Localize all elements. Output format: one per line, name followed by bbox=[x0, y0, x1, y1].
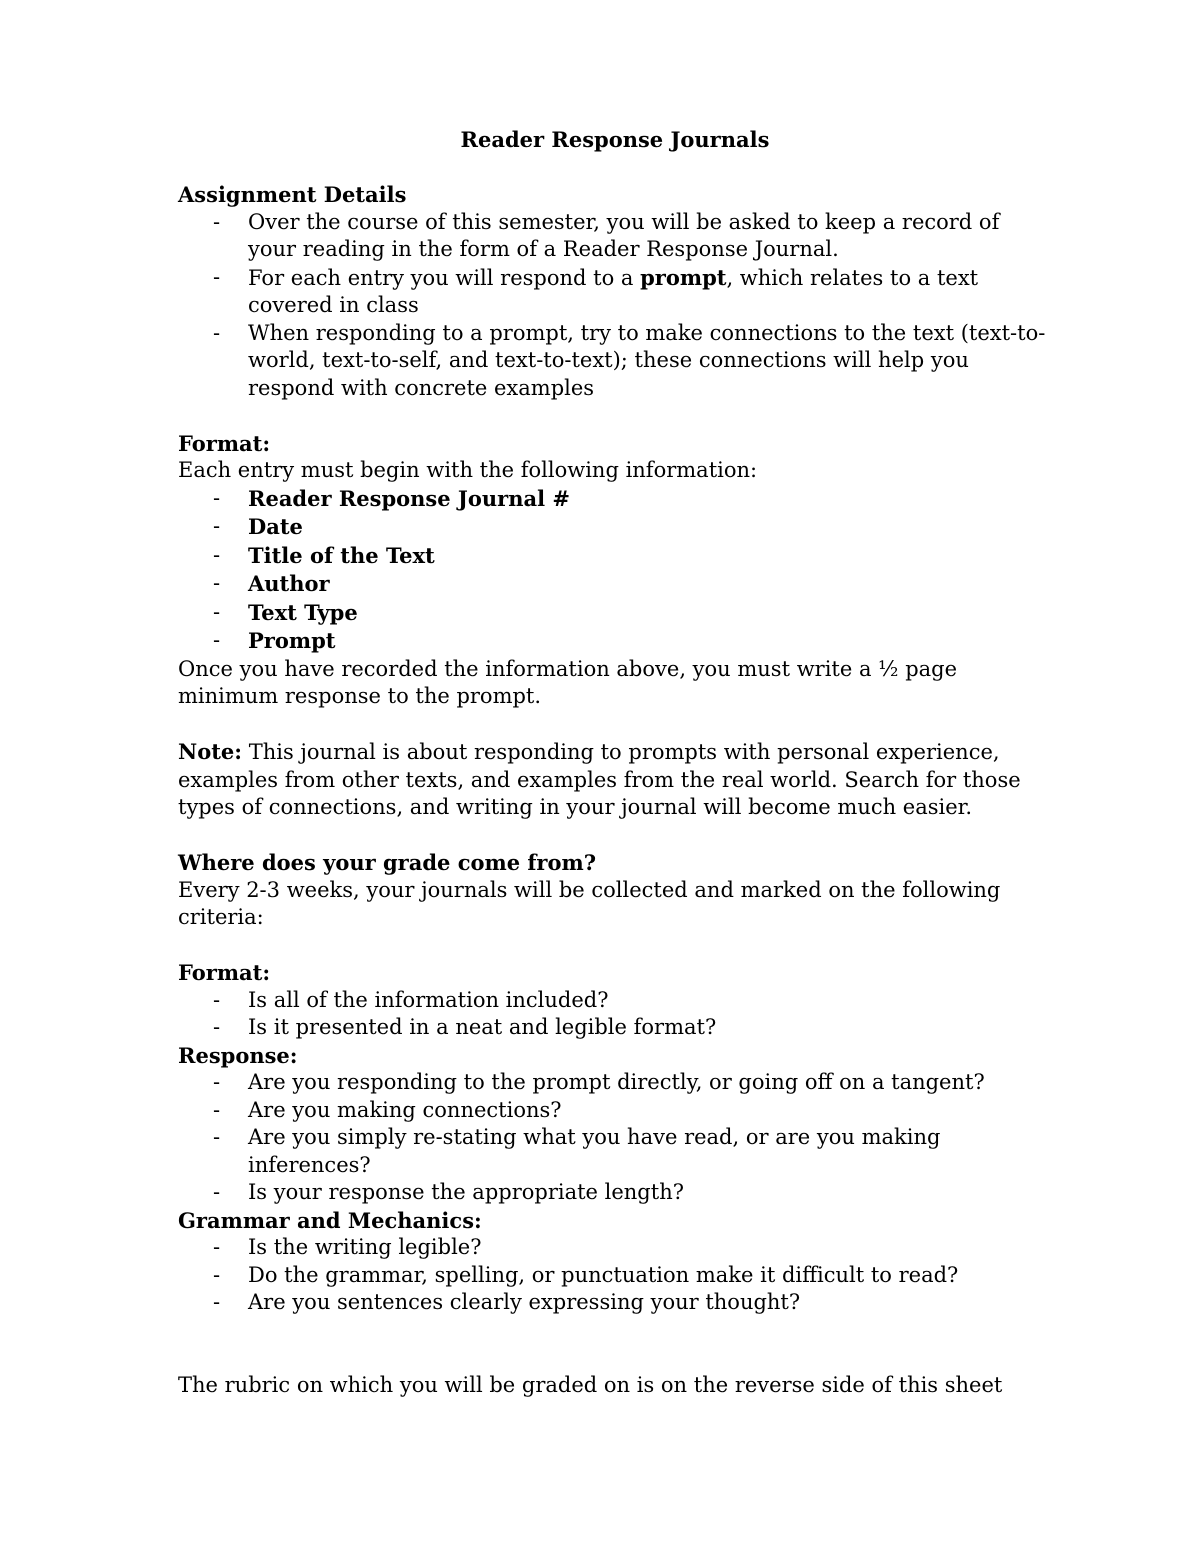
format-field: Title of the Text bbox=[248, 542, 435, 568]
list-item bbox=[178, 209, 1048, 264]
document-page bbox=[178, 126, 1048, 1399]
format-field: Prompt bbox=[248, 628, 336, 653]
list-item-text: Are you simply re-stating what you have read, or are you making inferences? bbox=[248, 1125, 941, 1177]
list-item-text: Are you responding to the prompt directly, or going off on a tangent? bbox=[248, 1070, 985, 1094]
criteria-format-heading: Format: bbox=[178, 960, 271, 985]
list-item bbox=[178, 1289, 1048, 1317]
list-item bbox=[178, 1179, 1048, 1207]
list-item-text: , which relates to a text covered in class bbox=[248, 265, 979, 317]
list-item-text: Is all of the information included? bbox=[248, 987, 609, 1012]
dash-bullet: - bbox=[213, 514, 221, 538]
spacer bbox=[178, 822, 1048, 850]
dash-bullet: - bbox=[213, 1070, 221, 1094]
dash-bullet: - bbox=[213, 987, 221, 1012]
note-text: This journal is about responding to prompts with personal experience, examples from other texts, and examples from the real world. Search for those types of connections, and writing in your journal will become much easier. bbox=[178, 740, 1021, 819]
list-item bbox=[178, 1097, 1048, 1125]
format-field: Author bbox=[248, 571, 330, 596]
note-label: Note: bbox=[178, 739, 243, 764]
dash-bullet: - bbox=[213, 1235, 221, 1259]
spacer bbox=[178, 711, 1048, 739]
list-item bbox=[178, 485, 1048, 514]
list-item-text: Is it presented in a neat and legible format? bbox=[248, 1015, 717, 1039]
dash-bullet: - bbox=[213, 209, 221, 234]
dash-bullet: - bbox=[213, 1290, 221, 1314]
note-paragraph bbox=[178, 738, 1048, 822]
list-item-text: Is the writing legible? bbox=[248, 1235, 482, 1259]
grade-heading: Where does your grade come from? bbox=[178, 850, 597, 875]
dash-bullet: - bbox=[213, 264, 221, 289]
format-outro: Once you have recorded the information above, you must write a ½ page minimum response to the prompt. bbox=[178, 656, 958, 708]
dash-bullet: - bbox=[213, 1125, 221, 1149]
dash-bullet: - bbox=[213, 485, 221, 510]
footer-note: The rubric on which you will be graded on is on the reverse side of this sheet bbox=[178, 1372, 1003, 1397]
list-item bbox=[178, 627, 1048, 656]
list-item-text: For each entry you will respond to a bbox=[248, 265, 641, 290]
list-item bbox=[178, 599, 1048, 628]
list-item-text: Are you making connections? bbox=[248, 1097, 562, 1122]
list-item-text: Are you sentences clearly expressing your thought? bbox=[248, 1290, 801, 1314]
spacer bbox=[178, 932, 1048, 960]
list-item-text: Do the grammar, spelling, or punctuation make it difficult to read? bbox=[248, 1262, 959, 1287]
format-field: Text Type bbox=[248, 599, 358, 625]
list-item-text: Over the course of this semester, you will be asked to keep a record of your reading in the form of a Reader Response Journal. bbox=[248, 209, 1000, 261]
format-list bbox=[178, 485, 1048, 656]
criteria-format-list bbox=[178, 987, 1048, 1042]
dash-bullet: - bbox=[213, 1015, 221, 1039]
list-item bbox=[178, 987, 1048, 1015]
dash-bullet: - bbox=[213, 571, 221, 595]
list-item bbox=[178, 1262, 1048, 1290]
dash-bullet: - bbox=[213, 599, 221, 624]
criteria-grammar-heading: Grammar and Mechanics: bbox=[178, 1207, 482, 1233]
prompt-emphasis: prompt bbox=[640, 264, 727, 290]
assignment-heading: Assignment Details bbox=[178, 182, 407, 207]
list-item bbox=[178, 513, 1048, 542]
dash-bullet: - bbox=[213, 320, 221, 345]
format-field: Reader Response Journal # bbox=[248, 485, 570, 511]
list-item bbox=[178, 1124, 1048, 1179]
list-item bbox=[178, 1014, 1048, 1042]
list-item bbox=[178, 570, 1048, 599]
criteria-response-list bbox=[178, 1069, 1048, 1207]
dash-bullet: - bbox=[213, 1180, 221, 1204]
criteria-response-heading: Response: bbox=[178, 1042, 298, 1068]
format-heading: Format: bbox=[178, 430, 271, 456]
criteria-grammar-list bbox=[178, 1234, 1048, 1317]
list-item bbox=[178, 542, 1048, 571]
spacer bbox=[178, 402, 1048, 430]
list-item bbox=[178, 264, 1048, 320]
document-title: Reader Response Journals bbox=[460, 127, 770, 152]
dash-bullet: - bbox=[213, 628, 221, 652]
spacer bbox=[178, 1317, 1048, 1372]
list-item bbox=[178, 1234, 1048, 1262]
grade-intro: Every 2-3 weeks, your journals will be collected and marked on the following criteria: bbox=[178, 877, 1001, 929]
format-intro: Each entry must begin with the following information: bbox=[178, 458, 758, 482]
dash-bullet: - bbox=[213, 542, 221, 567]
list-item-text: When responding to a prompt, try to make connections to the text (text-to-world, text-to-self, and text-to-text); these connections will help you respond with concrete examples bbox=[248, 320, 1046, 400]
format-field: Date bbox=[248, 514, 303, 539]
dash-bullet: - bbox=[213, 1262, 221, 1287]
dash-bullet: - bbox=[213, 1097, 221, 1122]
list-item-text: Is your response the appropriate length? bbox=[248, 1180, 684, 1204]
list-item bbox=[178, 320, 1048, 403]
assignment-list bbox=[178, 209, 1048, 403]
list-item bbox=[178, 1069, 1048, 1097]
